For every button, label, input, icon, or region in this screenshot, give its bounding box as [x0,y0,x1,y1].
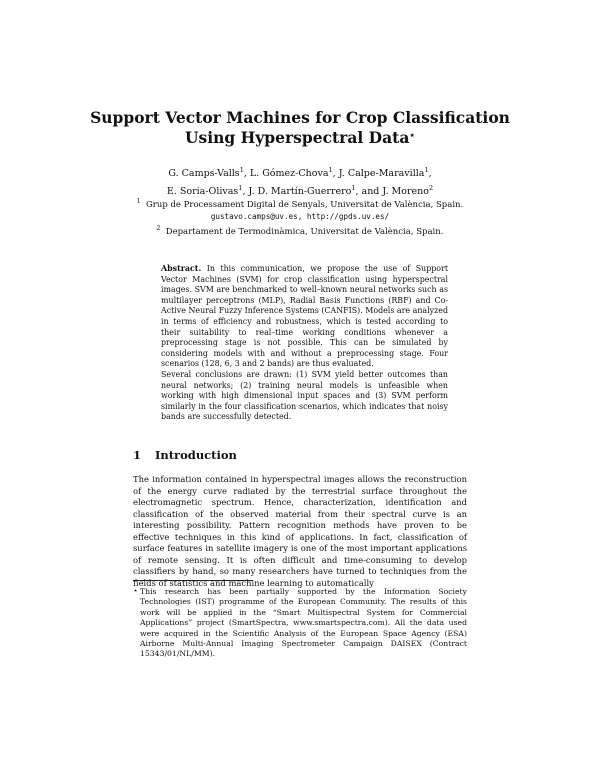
abstract-paragraph-1 [161,264,448,370]
author-separator: , [428,168,432,180]
footnote-rule [133,580,253,581]
paper-title [80,108,520,148]
author-affiliation-mark: 1 [238,184,243,193]
footnote [133,586,467,660]
author-affiliation-mark: 1 [424,166,429,174]
affiliation-2 [120,223,480,238]
affiliation-1-contact[interactable]: gustavo.camps@uv.es, http://gpds.uv.es/ [210,212,390,222]
affiliations [120,196,480,238]
affiliation-mark: 1 [136,198,141,205]
author-name: E. Soria-Olivas [166,186,239,198]
footnote-mark: ⋆ [133,586,139,595]
affiliation-mark: 2 [156,224,161,232]
author-affiliation-mark: 1 [351,184,356,193]
author-separator: , and [355,186,383,198]
author-line-1 [110,163,490,181]
intro-paragraph: The information contained in hyperspectral images allows the reconstruction of the energy curve radiated by the terrestrial surface throughout the electromagnetic spectrum. Hence, characterization, identification and classification of the observed material from their spectral curve is an interesting possibility. Pattern recognition methods have proven to be effective techniques in this kind of applications. In fact, classification of surface features in satellite imagery is one of the most important applications of remote sensing. It is often difficult and time-consuming to develop classifiers by hand, so many researchers have turned to techniques from the fields of statistics and machine learning to automatically [133,474,467,588]
abstract-text: In this communication, we propose the use of Support Vector Machines (SVM) for crop classification using hyperspectral images. SVM are benchmarked to well–known neural networks such as multilayer perceptrons (MLP), Radial Basis Functions (RBF) and Co-Active Neural Fuzzy Inference Systems (CANFIS). Models are analyzed in terms of efficiency and robustness, which is tested according to their suitability to real–time working conditions whenever a preprocessing stage is not possible. This can be simulated by considering models with and without a preprocessing stage. Four scenarios (128, 6, 3 and 2 bands) are thus evaluated. [161,264,448,369]
affiliation-1 [120,196,480,211]
abstract-paragraph-2: Several conclusions are drawn: (1) SVM yield better outcomes than neural networks; (2) training neural models is unfeasible when working with high dimensional input spaces and (3) SVM perform similarly in the four classification scenarios, which indicates that noisy bands are successfully detected. [161,369,448,422]
author-name: L. Gómez-Chova [249,168,329,180]
author-separator: , [242,186,249,198]
author-list [110,163,490,199]
section-title: Introduction [155,448,237,462]
abstract [161,264,448,423]
author-name: J. Calpe-Maravilla [338,168,425,180]
section-number: 1 [133,448,142,462]
abstract-label: Abstract. [161,264,202,273]
author-separator: , [332,168,339,180]
footnote-text: This research has been partially supported by the Information Society Technologies (IST) programme of the European Community. The results of this work will be applied in the “Smart Multispectral System for Commercial Applications” project (SmartSpectra, www.smartspectra.com). All the data used were acquired in the Scientific Analysis of the European Space Agency (ESA) Airborne Multi-Annual Imaging Spectrometer Campaign DAISEX (Contract 15343/01/NL/MM). [140,587,467,659]
author-affiliation-mark: 1 [328,166,333,174]
title-line-1: Support Vector Machines for Crop Classification [90,108,510,127]
author-name: J. D. Martín-Guerrero [248,186,352,198]
affiliation-text: Departament de Termodinàmica, Universitat de València, Spain. [165,226,444,237]
title-line-2-text: Using Hyperspectral Data [185,128,410,147]
author-name: G. Camps-Valls [168,168,240,180]
title-line-2 [80,128,520,148]
title-footnote-mark: ⋆ [409,131,415,141]
author-separator: , [243,168,250,180]
section-heading [133,448,237,462]
author-name: J. Moreno [382,186,429,198]
author-affiliation-mark: 2 [428,184,434,193]
affiliation-text: Grup de Processament Digital de Senyals, Universitat de València, Spain. [146,199,464,210]
author-affiliation-mark: 1 [239,166,244,174]
